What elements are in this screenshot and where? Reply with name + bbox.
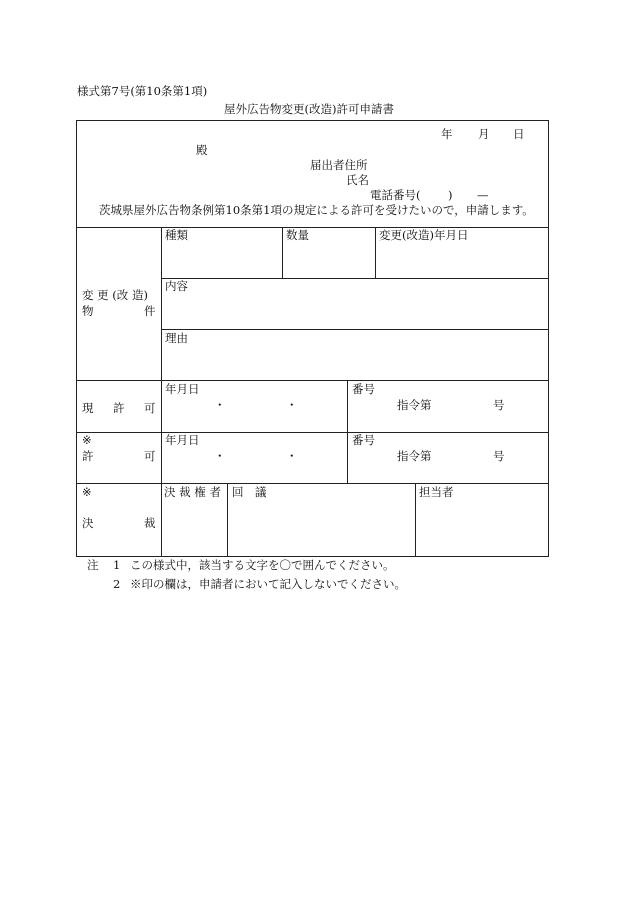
change-object-label-b: 件 [144,304,156,318]
applicant-name-label: 氏名 [346,173,369,187]
date-month-label: 月 [478,127,490,141]
change-date-field-label: 変更(改造)年月日 [379,228,469,242]
date-separator-dot: ・ [286,449,298,463]
phone-label: 電話番号( [370,188,421,202]
date-separator-dot: ・ [214,398,226,412]
form-title: 屋外広告物変更(改造)許可申請書 [224,102,394,116]
row-divider [161,329,549,330]
date-separator-dot: ・ [214,449,226,463]
date-day-label: 日 [513,127,525,141]
decision-label-a: 決 [82,516,94,530]
current-permit-label-c: 可 [144,401,156,415]
quantity-field-label: 数量 [286,228,309,242]
permit-label-a: 許 [82,449,94,463]
issue-label: 号 [493,398,505,412]
directive-label: 指令第 [397,449,432,463]
circulation-label: 回 議 [232,485,267,499]
table-left-border [76,120,77,557]
decision-authority-label: 決 裁 権 者 [164,485,221,499]
change-object-label-a: 物 [82,304,94,318]
content-field-label: 内容 [165,279,188,293]
type-field-label: 種類 [165,228,188,242]
table-right-border [548,120,549,557]
row-divider [76,380,549,381]
date-year-label: 年 [441,127,453,141]
issue-label: 号 [493,449,505,463]
column-divider [415,483,416,557]
application-statement: 茨城県屋外広告物条例第10条第1項の規定による許可を受けたいので，申請します。 [99,203,534,217]
column-divider [282,227,283,279]
column-divider [347,380,348,484]
note-number: 1 [113,558,121,572]
applicant-address-label: 届出者住所 [310,158,368,172]
permit-label-b: 可 [144,449,156,463]
column-divider [375,227,376,279]
person-in-charge-label: 担当者 [419,485,454,499]
change-object-label: 変 更 (改 造) [82,288,148,302]
table-top-border [76,120,549,121]
permit-date-label: 年月日 [165,433,200,447]
reason-field-label: 理由 [165,331,188,345]
permit-number-label: 番号 [352,433,375,447]
current-permit-label-b: 許 [113,401,125,415]
note-number: 2 [113,577,121,591]
directive-label: 指令第 [397,398,432,412]
row-divider [161,278,549,279]
row-divider [76,483,549,484]
office-use-mark: ※ [82,433,92,447]
row-divider [76,227,549,228]
row-divider [76,432,549,433]
current-permit-label-a: 現 [82,401,94,415]
decision-label-b: 裁 [144,516,156,530]
form-number: 様式第7号(第10条第1項) [77,84,208,98]
note-text: ※印の欄は，申請者において記入しないでください。 [130,577,406,591]
current-permit-date-label: 年月日 [165,382,200,396]
office-use-mark: ※ [82,485,92,499]
notes-label: 注 [87,558,99,572]
column-divider [227,483,228,557]
phone-dash: — [477,188,489,202]
current-permit-number-label: 番号 [352,382,375,396]
addressee-label: 殿 [196,143,208,157]
phone-paren-close: ) [448,188,453,202]
table-bottom-border [76,556,549,557]
note-text: この様式中，該当する文字を〇で囲んでください。 [130,558,395,572]
label-column-divider [161,227,162,557]
date-separator-dot: ・ [286,398,298,412]
